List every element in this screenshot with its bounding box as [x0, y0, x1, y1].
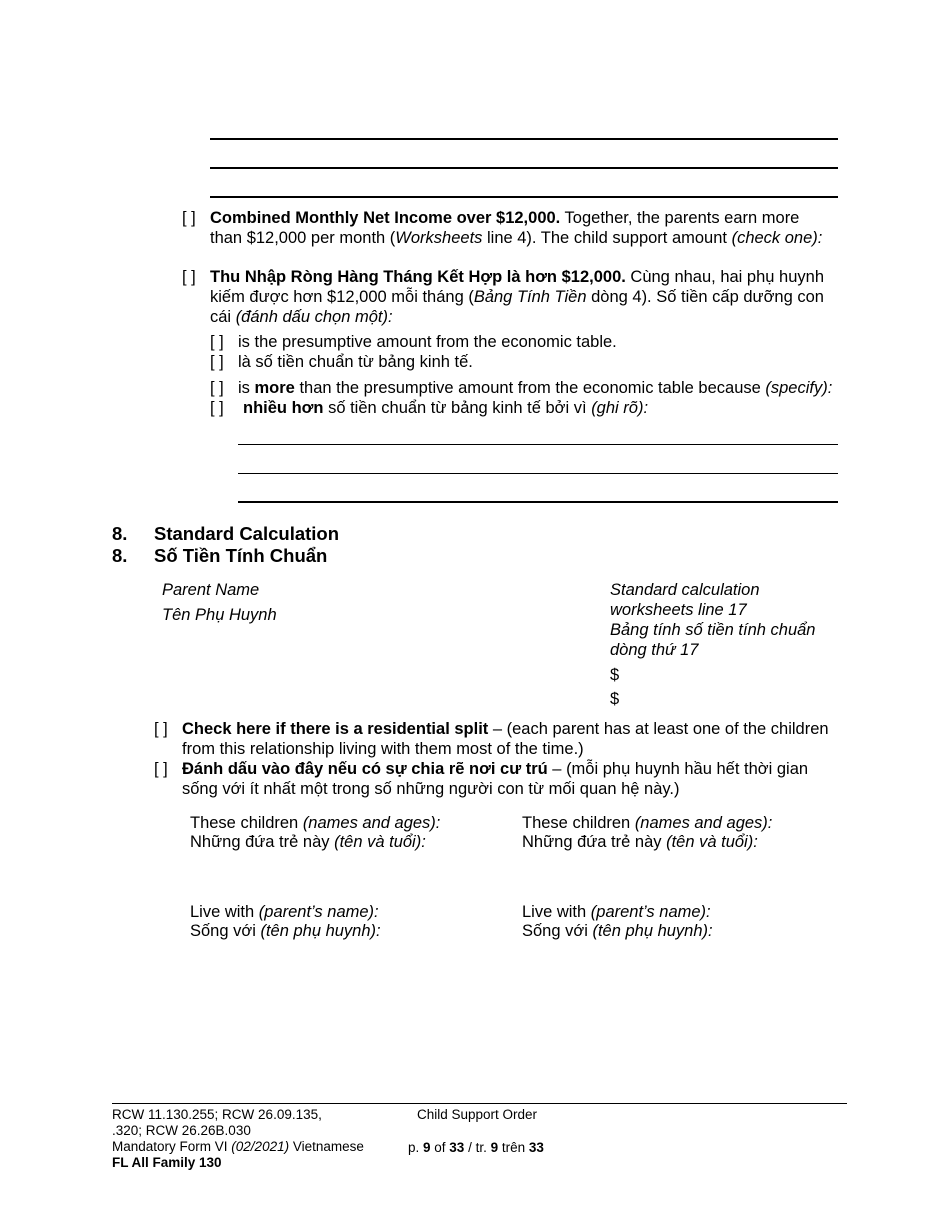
live-with-text: Sống với: [190, 922, 261, 940]
specify-line-3[interactable]: [238, 501, 838, 503]
footer-page-number: [408, 1140, 544, 1156]
parent-name-header-en: Parent Name: [162, 581, 260, 599]
footer-form: [112, 1139, 364, 1155]
worksheet-header-en-1: Standard calculation: [610, 581, 760, 599]
more-bold-en: more: [254, 379, 295, 397]
blank-line-3[interactable]: [210, 196, 838, 198]
more-checkbox-vi[interactable]: [ ]: [210, 399, 224, 417]
section-8-number-vi: 8.: [112, 545, 128, 566]
live-with-hint: (parent’s name):: [258, 903, 379, 921]
footer-form-code: FL All Family 130: [112, 1155, 222, 1170]
residential-split-text-en: [182, 719, 832, 759]
section-8-number-en: 8.: [112, 523, 128, 544]
children-hint: (tên và tuổi):: [334, 833, 426, 851]
live-with-right-en: [522, 902, 711, 922]
presumptive-text-en: is the presumptive amount from the economic table.: [238, 333, 617, 351]
live-with-hint: (parent’s name):: [590, 903, 711, 921]
live-with-text: Live with: [190, 903, 259, 921]
more-checkbox-en[interactable]: [ ]: [210, 379, 224, 397]
live-with-right-vi: [522, 921, 713, 941]
footer-doc-title: Child Support Order: [417, 1107, 538, 1122]
income-text-vi-1: Cùng nhau, hai phụ huynh kiếm được hơn $12,000 mỗi tháng (: [210, 268, 824, 306]
live-with-hint: (tên phụ huynh):: [260, 922, 381, 940]
income-text-en-1: Together, the parents earn more than $12,000 per month (: [210, 209, 800, 247]
check-one-vi: (đánh dấu chọn một):: [235, 308, 393, 326]
specify-line-1[interactable]: [238, 444, 838, 445]
children-label-right-en: [522, 813, 772, 833]
children-text: Những đứa trẻ này: [190, 833, 335, 851]
blank-line-2[interactable]: [210, 167, 838, 169]
income-text-en-2: line 4). The child support amount: [482, 229, 732, 247]
more-text-en-2: than the presumptive amount from the economic table because: [294, 379, 766, 397]
page-total-vi: 33: [528, 1140, 544, 1155]
residential-split-checkbox-vi[interactable]: [ ]: [154, 760, 168, 778]
worksheet-header-en-2: worksheets line 17: [610, 601, 747, 619]
live-with-hint: (tên phụ huynh):: [592, 922, 713, 940]
parent-amount-1[interactable]: $: [610, 666, 620, 684]
children-hint: (names and ages):: [302, 814, 441, 832]
income-text-vi-2: dòng 4). Số tiền cấp dưỡng con cái: [210, 288, 824, 326]
worksheet-header-vi-2: dòng thứ 17: [610, 641, 699, 659]
children-label-left-en: [190, 813, 440, 833]
more-text-en: [238, 378, 832, 398]
page-current: 9: [423, 1140, 431, 1155]
footer-form-text: Mandatory Form VI: [112, 1139, 232, 1154]
live-with-left-vi: [190, 921, 381, 941]
children-hint: (names and ages):: [634, 814, 773, 832]
page-of: of: [430, 1140, 450, 1155]
live-with-text: Sống với: [522, 922, 593, 940]
children-text: These children: [522, 814, 635, 832]
worksheets-term-en: Worksheets: [395, 229, 483, 247]
income-paragraph-vi: [210, 267, 835, 327]
more-text-vi: [243, 398, 648, 418]
more-text-en-1: is: [238, 379, 255, 397]
specify-en: (specify):: [765, 379, 833, 397]
parent-name-header-vi: Tên Phụ Huynh: [162, 606, 277, 624]
more-text-vi-1: số tiền chuẩn từ bảng kinh tế bởi vì: [323, 399, 592, 417]
page-tren: trên: [498, 1140, 529, 1155]
children-label-right-vi: [522, 832, 758, 852]
page-total: 33: [449, 1140, 465, 1155]
specify-vi: (ghi rõ):: [591, 399, 649, 417]
income-heading-en: Combined Monthly Net Income over $12,000.: [210, 209, 561, 227]
check-one-en: (check one):: [731, 229, 823, 247]
residential-split-checkbox-en[interactable]: [ ]: [154, 720, 168, 738]
presumptive-checkbox-en[interactable]: [ ]: [210, 333, 224, 351]
worksheets-term-vi: Bảng Tính Tiền: [473, 288, 587, 306]
residential-split-desc-vi: – (mỗi phụ huynh hầu hết thời gian sống với ít nhất một trong số những người con từ mối quan hệ này.): [182, 760, 809, 798]
residential-split-bold-en: Check here if there is a residential split: [182, 720, 489, 738]
blank-line-1[interactable]: [210, 138, 838, 140]
page-p: p.: [408, 1140, 424, 1155]
more-bold-vi: nhiều hơn: [243, 399, 324, 417]
footer-rcw-2: .320; RCW 26.26B.030: [112, 1123, 251, 1138]
footer-form-lang: Vietnamese: [289, 1139, 364, 1154]
children-label-left-vi: [190, 832, 426, 852]
section-8-title-en: Standard Calculation: [154, 523, 340, 544]
income-heading-vi: Thu Nhập Ròng Hàng Tháng Kết Hợp là hơn $12,000.: [210, 268, 626, 286]
income-checkbox-vi[interactable]: [ ]: [182, 268, 196, 286]
children-text: These children: [190, 814, 303, 832]
footer-form-date: (02/2021): [231, 1139, 290, 1154]
income-paragraph-en: [210, 208, 835, 248]
residential-split-bold-vi: Đánh dấu vào đây nếu có sự chia rẽ nơi cư trú: [182, 760, 548, 778]
worksheet-header-vi-1: Bảng tính số tiền tính chuẩn: [610, 621, 816, 639]
children-hint: (tên và tuổi):: [666, 833, 758, 851]
page-tr: / tr.: [464, 1140, 491, 1155]
live-with-text: Live with: [522, 903, 591, 921]
residential-split-text-vi: [182, 759, 837, 799]
presumptive-checkbox-vi[interactable]: [ ]: [210, 353, 224, 371]
footer-rcw-1: RCW 11.130.255; RCW 26.09.135,: [112, 1107, 322, 1122]
parent-amount-2[interactable]: $: [610, 690, 620, 708]
live-with-left-en: [190, 902, 379, 922]
children-text: Những đứa trẻ này: [522, 833, 667, 851]
page-current-vi: 9: [490, 1140, 499, 1155]
residential-split-desc-en: – (each parent has at least one of the children from this relationship living with them most of the time.): [182, 720, 829, 758]
income-checkbox-en[interactable]: [ ]: [182, 209, 196, 227]
presumptive-text-vi: là số tiền chuẩn từ bảng kinh tế.: [238, 353, 473, 371]
footer-rule: [112, 1103, 847, 1104]
section-8-title-vi: Số Tiền Tính Chuẩn: [154, 545, 328, 566]
specify-line-2[interactable]: [238, 473, 838, 474]
